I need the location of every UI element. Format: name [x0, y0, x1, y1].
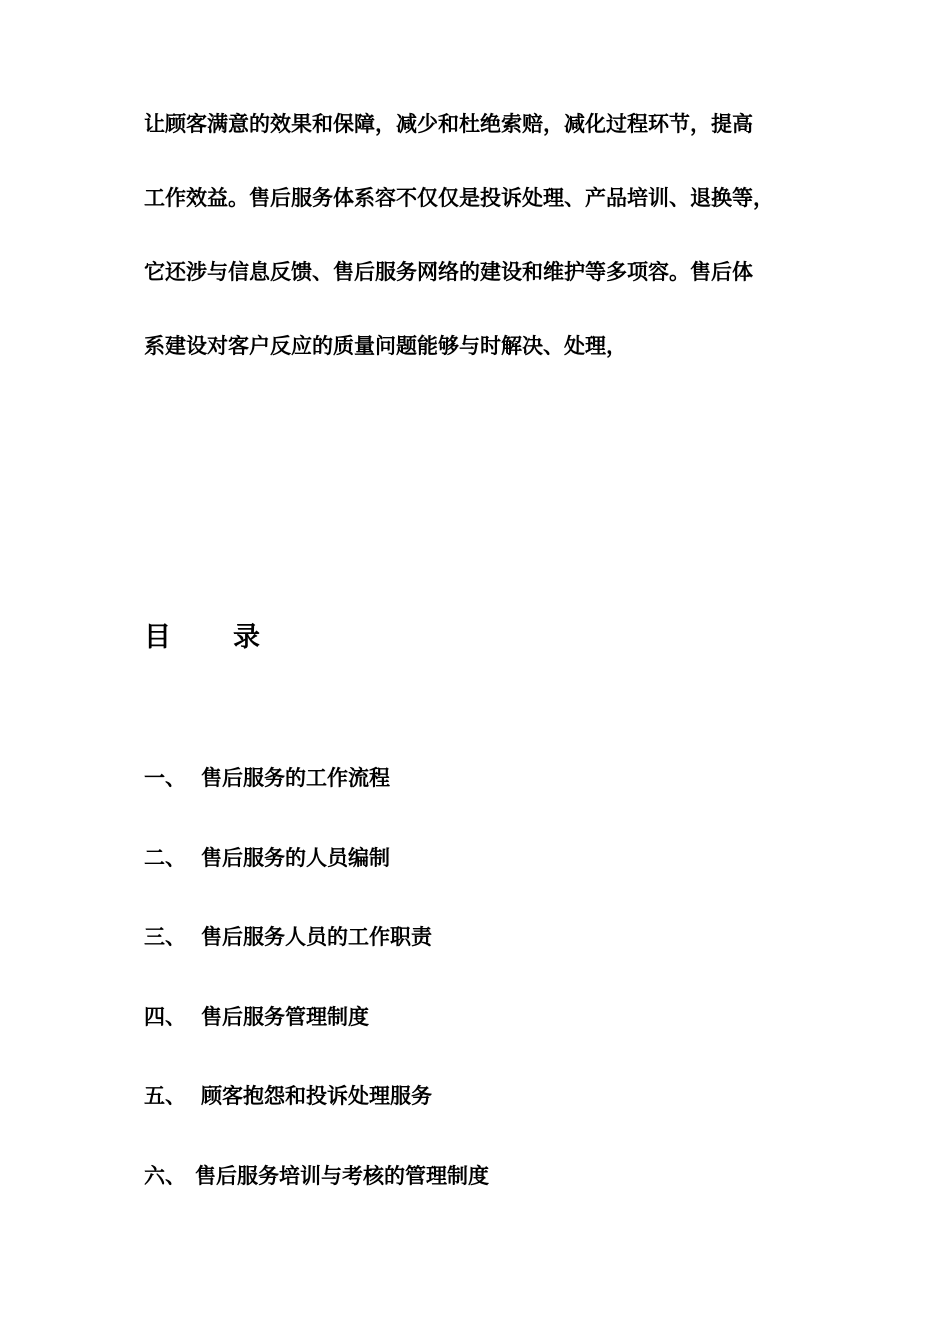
intro-paragraph — [144, 104, 834, 400]
toc-title-part1: 目 — [144, 622, 171, 653]
toc-item-number: 六、 — [144, 1163, 186, 1188]
toc-item-text: 售后服务的人员编制 — [201, 845, 390, 870]
intro-line: 它还涉与信息反馈、售后服务网络的建设和维护等多项容。售后体 — [144, 260, 753, 284]
toc-item-2[interactable] — [144, 838, 744, 878]
toc-item-number: 四、 — [144, 1004, 186, 1029]
toc-item-text: 售后服务人员的工作职责 — [201, 925, 432, 949]
toc-item-1[interactable] — [144, 758, 744, 798]
toc-item-number: 二、 — [144, 845, 186, 870]
intro-line: 系建设对客户反应的质量问题能够与时解决、处理， — [144, 334, 627, 358]
toc-title — [144, 618, 260, 658]
table-of-contents — [144, 758, 744, 1235]
toc-item-number: 一、 — [144, 766, 186, 790]
toc-item-3[interactable] — [144, 917, 744, 957]
toc-item-6[interactable] — [144, 1156, 744, 1196]
toc-item-5[interactable] — [144, 1076, 744, 1116]
toc-item-4[interactable] — [144, 997, 744, 1037]
toc-item-number: 五、 — [144, 1084, 186, 1108]
toc-item-number: 三、 — [144, 925, 186, 949]
toc-title-part2: 录 — [233, 622, 260, 653]
toc-item-text: 售后服务的工作流程 — [201, 766, 390, 790]
toc-item-text: 顾客抱怨和投诉处理服务 — [201, 1084, 432, 1108]
toc-item-text: 售后服务培训与考核的管理制度 — [195, 1163, 489, 1188]
intro-line: 工作效益。售后服务体系容不仅仅是投诉处理、产品培训、退换等， — [144, 186, 774, 210]
intro-line: 让顾客满意的效果和保障，减少和杜绝索赔，减化过程环节，提高 — [144, 112, 753, 136]
toc-item-text: 售后服务管理制度 — [201, 1004, 369, 1029]
